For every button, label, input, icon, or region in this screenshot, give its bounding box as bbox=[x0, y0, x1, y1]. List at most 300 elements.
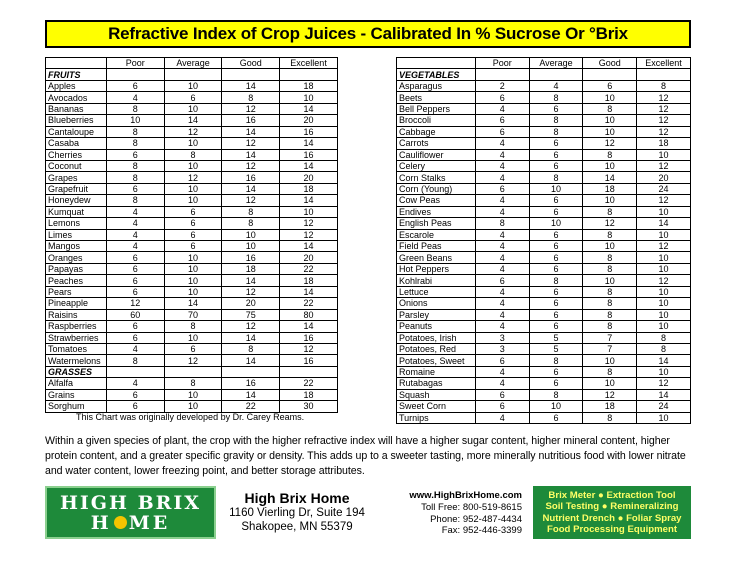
crop-name: Carrots bbox=[397, 138, 476, 149]
brix-value: 16 bbox=[280, 355, 338, 366]
crop-name: Cow Peas bbox=[397, 195, 476, 206]
column-header: Excellent bbox=[280, 58, 338, 69]
column-header bbox=[46, 58, 107, 69]
table-row bbox=[397, 103, 691, 114]
brix-value: 4 bbox=[475, 195, 529, 206]
crop-name: Sweet Corn bbox=[397, 401, 476, 412]
column-header: Excellent bbox=[637, 58, 691, 69]
brix-value: 6 bbox=[106, 149, 164, 160]
brix-value: 7 bbox=[583, 332, 637, 343]
brix-value: 6 bbox=[164, 92, 222, 103]
brix-value: 8 bbox=[222, 218, 280, 229]
table-row bbox=[397, 389, 691, 400]
brix-value: 22 bbox=[280, 378, 338, 389]
table-row bbox=[397, 298, 691, 309]
crop-name: Romaine bbox=[397, 366, 476, 377]
sun-icon bbox=[114, 516, 127, 529]
brix-value: 6 bbox=[529, 195, 583, 206]
table-row bbox=[46, 103, 338, 114]
brix-value: 16 bbox=[222, 115, 280, 126]
brix-value: 6 bbox=[475, 355, 529, 366]
table-row bbox=[397, 275, 691, 286]
brix-value: 22 bbox=[280, 298, 338, 309]
brix-value: 6 bbox=[106, 401, 164, 412]
brix-value: 6 bbox=[106, 263, 164, 274]
table-row bbox=[46, 355, 338, 366]
crop-name: Avocados bbox=[46, 92, 107, 103]
table-row bbox=[397, 343, 691, 354]
brix-value: 12 bbox=[583, 138, 637, 149]
table-row bbox=[46, 309, 338, 320]
brix-value: 4 bbox=[475, 412, 529, 423]
brix-value: 8 bbox=[529, 275, 583, 286]
brix-value: 10 bbox=[583, 126, 637, 137]
table-row bbox=[397, 183, 691, 194]
crop-name: Mangos bbox=[46, 241, 107, 252]
brix-value: 10 bbox=[164, 195, 222, 206]
brix-value: 6 bbox=[529, 309, 583, 320]
brix-value: 10 bbox=[637, 298, 691, 309]
brix-value: 12 bbox=[222, 321, 280, 332]
brix-value: 60 bbox=[106, 309, 164, 320]
category-row bbox=[397, 69, 691, 80]
brix-value: 8 bbox=[106, 126, 164, 137]
table-row bbox=[397, 92, 691, 103]
table-row bbox=[46, 343, 338, 354]
brix-value: 12 bbox=[280, 343, 338, 354]
crop-name: Tomatoes bbox=[46, 343, 107, 354]
table-row bbox=[46, 149, 338, 160]
brix-value: 6 bbox=[106, 183, 164, 194]
brix-value: 10 bbox=[583, 195, 637, 206]
brix-value: 16 bbox=[280, 332, 338, 343]
crop-name: Field Peas bbox=[397, 241, 476, 252]
table-row bbox=[397, 138, 691, 149]
table-row bbox=[46, 183, 338, 194]
crop-name: Potatoes, Red bbox=[397, 343, 476, 354]
brix-value: 10 bbox=[280, 92, 338, 103]
crop-name: Watermelons bbox=[46, 355, 107, 366]
crop-name: Pineapple bbox=[46, 298, 107, 309]
brix-value: 20 bbox=[280, 252, 338, 263]
brix-value: 4 bbox=[475, 309, 529, 320]
brix-value: 10 bbox=[529, 401, 583, 412]
empty-cell bbox=[280, 69, 338, 80]
brix-value: 6 bbox=[583, 80, 637, 91]
brix-value: 14 bbox=[637, 218, 691, 229]
table-row bbox=[46, 378, 338, 389]
service-line: Nutrient Drench ● Foliar Spray bbox=[542, 512, 682, 524]
table-row bbox=[46, 389, 338, 400]
brix-value: 4 bbox=[106, 241, 164, 252]
brix-value: 4 bbox=[475, 172, 529, 183]
brix-value: 18 bbox=[222, 263, 280, 274]
empty-cell bbox=[637, 69, 691, 80]
brix-value: 8 bbox=[164, 321, 222, 332]
brix-value: 8 bbox=[583, 366, 637, 377]
contact-block bbox=[222, 490, 372, 534]
brix-value: 8 bbox=[529, 172, 583, 183]
brix-value: 8 bbox=[583, 309, 637, 320]
brix-value: 10 bbox=[637, 206, 691, 217]
table-row bbox=[397, 321, 691, 332]
credit-note: This Chart was originally developed by Dr. Carey Reams. bbox=[76, 412, 305, 422]
brix-value: 16 bbox=[222, 172, 280, 183]
crop-name: Apples bbox=[46, 80, 107, 91]
vegetables-table bbox=[396, 57, 691, 424]
crop-name: Potatoes, Irish bbox=[397, 332, 476, 343]
brix-value: 4 bbox=[475, 229, 529, 240]
empty-cell bbox=[529, 69, 583, 80]
brix-value: 10 bbox=[583, 241, 637, 252]
brix-value: 12 bbox=[280, 229, 338, 240]
brix-value: 12 bbox=[637, 195, 691, 206]
brix-value: 6 bbox=[529, 412, 583, 423]
brix-value: 10 bbox=[637, 412, 691, 423]
crop-name: Lemons bbox=[46, 218, 107, 229]
table-row bbox=[46, 275, 338, 286]
brix-value: 6 bbox=[529, 160, 583, 171]
brix-value: 12 bbox=[222, 160, 280, 171]
description-paragraph: Within a given species of plant, the crop with the higher refractive index will have a higher sugar content, higher mineral content, higher protein content, and a greater specific gravity or density. This adds up to a sweeter tasting, more minerally nutritious food with lower nitrate and water content, lower freezing point, and better storage attributes. bbox=[45, 435, 686, 477]
brix-value: 3 bbox=[475, 332, 529, 343]
crop-name: Kumquat bbox=[46, 206, 107, 217]
empty-cell bbox=[106, 69, 164, 80]
brix-value: 16 bbox=[280, 149, 338, 160]
brix-value: 16 bbox=[222, 378, 280, 389]
crop-name: Alfalfa bbox=[46, 378, 107, 389]
brix-value: 10 bbox=[637, 149, 691, 160]
brix-value: 12 bbox=[637, 241, 691, 252]
empty-cell bbox=[222, 69, 280, 80]
brix-value: 6 bbox=[106, 286, 164, 297]
page-title: Refractive Index of Crop Juices - Calibrated In % Sucrose Or °Brix bbox=[108, 24, 628, 43]
brix-value: 10 bbox=[164, 80, 222, 91]
brix-value: 4 bbox=[475, 366, 529, 377]
column-header: Good bbox=[222, 58, 280, 69]
empty-cell bbox=[106, 366, 164, 377]
brix-value: 12 bbox=[106, 298, 164, 309]
brix-value: 6 bbox=[529, 138, 583, 149]
brix-value: 8 bbox=[106, 103, 164, 114]
brix-value: 4 bbox=[475, 138, 529, 149]
column-header: Average bbox=[529, 58, 583, 69]
brix-value: 14 bbox=[280, 195, 338, 206]
brix-value: 12 bbox=[164, 172, 222, 183]
brix-value: 8 bbox=[222, 206, 280, 217]
crop-name: Grains bbox=[46, 389, 107, 400]
crop-name: Papayas bbox=[46, 263, 107, 274]
brix-value: 10 bbox=[164, 252, 222, 263]
brix-value: 12 bbox=[637, 103, 691, 114]
category-label: FRUITS bbox=[46, 69, 107, 80]
brix-value: 10 bbox=[222, 241, 280, 252]
brix-value: 18 bbox=[280, 389, 338, 400]
brix-value: 8 bbox=[106, 355, 164, 366]
crop-name: Green Beans bbox=[397, 252, 476, 263]
brix-value: 16 bbox=[280, 126, 338, 137]
crop-name: Onions bbox=[397, 298, 476, 309]
brix-value: 8 bbox=[106, 138, 164, 149]
crop-name: Bananas bbox=[46, 103, 107, 114]
table-row bbox=[46, 92, 338, 103]
brix-value: 6 bbox=[164, 241, 222, 252]
brix-value: 12 bbox=[637, 378, 691, 389]
brix-value: 8 bbox=[222, 92, 280, 103]
brix-value: 70 bbox=[164, 309, 222, 320]
crop-name: Corn (Young) bbox=[397, 183, 476, 194]
brix-value: 4 bbox=[106, 378, 164, 389]
brix-value: 10 bbox=[164, 183, 222, 194]
brix-value: 18 bbox=[280, 80, 338, 91]
brix-value: 6 bbox=[475, 389, 529, 400]
table-row bbox=[397, 160, 691, 171]
brix-value: 6 bbox=[475, 401, 529, 412]
column-header bbox=[397, 58, 476, 69]
table-row bbox=[397, 149, 691, 160]
brix-value: 10 bbox=[164, 389, 222, 400]
brix-value: 10 bbox=[164, 332, 222, 343]
brix-value: 8 bbox=[164, 378, 222, 389]
brix-value: 14 bbox=[222, 332, 280, 343]
brix-value: 12 bbox=[280, 218, 338, 229]
brix-value: 6 bbox=[529, 149, 583, 160]
category-label: VEGETABLES bbox=[397, 69, 476, 80]
table-row bbox=[397, 378, 691, 389]
brix-value: 12 bbox=[637, 115, 691, 126]
table-row bbox=[46, 401, 338, 412]
logo-line-2-left: H bbox=[90, 511, 112, 534]
table-row bbox=[46, 195, 338, 206]
brix-value: 22 bbox=[280, 263, 338, 274]
logo-line-2-right: ME bbox=[128, 511, 171, 534]
crop-name: Raisins bbox=[46, 309, 107, 320]
table-row bbox=[397, 206, 691, 217]
brix-value: 12 bbox=[637, 126, 691, 137]
table-row bbox=[46, 298, 338, 309]
table-row bbox=[397, 195, 691, 206]
crop-name: Coconut bbox=[46, 160, 107, 171]
brix-value: 20 bbox=[280, 115, 338, 126]
crop-name: Kohlrabi bbox=[397, 275, 476, 286]
brix-value: 10 bbox=[529, 183, 583, 194]
brix-value: 4 bbox=[475, 252, 529, 263]
fax-number: Fax: 952-446-3399 bbox=[441, 525, 522, 537]
brix-value: 5 bbox=[529, 332, 583, 343]
empty-cell bbox=[164, 69, 222, 80]
brix-value: 10 bbox=[164, 263, 222, 274]
brix-value: 6 bbox=[106, 321, 164, 332]
brix-value: 12 bbox=[583, 218, 637, 229]
brix-value: 6 bbox=[529, 241, 583, 252]
table-row bbox=[397, 332, 691, 343]
brix-value: 6 bbox=[164, 343, 222, 354]
brix-value: 10 bbox=[637, 263, 691, 274]
brix-value: 14 bbox=[637, 389, 691, 400]
title-bar bbox=[45, 20, 691, 48]
brix-value: 8 bbox=[583, 321, 637, 332]
brix-value: 10 bbox=[164, 401, 222, 412]
brix-value: 4 bbox=[475, 286, 529, 297]
brix-value: 4 bbox=[475, 298, 529, 309]
brix-value: 14 bbox=[164, 298, 222, 309]
crop-name: Celery bbox=[397, 160, 476, 171]
empty-cell bbox=[583, 69, 637, 80]
empty-cell bbox=[222, 366, 280, 377]
address-line-1: 1160 Vierling Dr, Suite 194 bbox=[229, 507, 365, 519]
table-row bbox=[46, 172, 338, 183]
brix-value: 10 bbox=[583, 355, 637, 366]
brix-value: 10 bbox=[164, 286, 222, 297]
brix-value: 10 bbox=[106, 115, 164, 126]
logo-line-1: HIGH BRIX bbox=[59, 491, 202, 514]
brix-value: 8 bbox=[583, 263, 637, 274]
brix-value: 8 bbox=[529, 126, 583, 137]
table-row bbox=[397, 412, 691, 423]
brix-value: 10 bbox=[637, 229, 691, 240]
table-row bbox=[397, 241, 691, 252]
brix-value: 4 bbox=[475, 160, 529, 171]
crop-name: Hot Peppers bbox=[397, 263, 476, 274]
brix-value: 10 bbox=[164, 160, 222, 171]
brix-value: 10 bbox=[637, 321, 691, 332]
crop-name: Honeydew bbox=[46, 195, 107, 206]
crop-name: Grapes bbox=[46, 172, 107, 183]
brix-value: 20 bbox=[280, 172, 338, 183]
brix-value: 12 bbox=[222, 286, 280, 297]
address-line-2: Shakopee, MN 55379 bbox=[241, 521, 353, 533]
brix-value: 8 bbox=[583, 412, 637, 423]
brix-value: 14 bbox=[164, 115, 222, 126]
brix-value: 8 bbox=[583, 229, 637, 240]
service-line: Brix Meter ● Extraction Tool bbox=[548, 489, 676, 501]
crop-name: Lettuce bbox=[397, 286, 476, 297]
brix-value: 12 bbox=[164, 355, 222, 366]
crop-name: Limes bbox=[46, 229, 107, 240]
brix-value: 10 bbox=[583, 378, 637, 389]
brix-value: 3 bbox=[475, 343, 529, 354]
brix-value: 4 bbox=[475, 241, 529, 252]
brix-value: 8 bbox=[529, 389, 583, 400]
crop-name: Beets bbox=[397, 92, 476, 103]
brix-value: 10 bbox=[222, 229, 280, 240]
brix-value: 6 bbox=[529, 263, 583, 274]
brix-value: 12 bbox=[637, 160, 691, 171]
table-row bbox=[46, 206, 338, 217]
brix-value: 14 bbox=[280, 321, 338, 332]
brix-value: 4 bbox=[106, 343, 164, 354]
brix-value: 14 bbox=[222, 126, 280, 137]
crop-name: Parsley bbox=[397, 309, 476, 320]
brix-value: 6 bbox=[106, 252, 164, 263]
brix-value: 8 bbox=[164, 149, 222, 160]
crop-name: Cantaloupe bbox=[46, 126, 107, 137]
table-row bbox=[46, 160, 338, 171]
brix-value: 10 bbox=[529, 218, 583, 229]
table-row bbox=[397, 126, 691, 137]
table-row bbox=[397, 309, 691, 320]
brix-value: 4 bbox=[106, 218, 164, 229]
crop-name: Rutabagas bbox=[397, 378, 476, 389]
brix-value: 6 bbox=[475, 115, 529, 126]
brix-value: 6 bbox=[529, 229, 583, 240]
column-header: Good bbox=[583, 58, 637, 69]
brix-value: 14 bbox=[280, 286, 338, 297]
company-name: High Brix Home bbox=[244, 490, 350, 506]
brix-value: 4 bbox=[529, 80, 583, 91]
brix-value: 6 bbox=[475, 183, 529, 194]
brix-value: 12 bbox=[637, 92, 691, 103]
brix-value: 14 bbox=[222, 80, 280, 91]
crop-name: Pears bbox=[46, 286, 107, 297]
brix-value: 4 bbox=[475, 206, 529, 217]
brix-value: 18 bbox=[583, 401, 637, 412]
brix-value: 4 bbox=[475, 263, 529, 274]
crop-name: Corn Stalks bbox=[397, 172, 476, 183]
crop-name: Cherries bbox=[46, 149, 107, 160]
brix-value: 4 bbox=[106, 206, 164, 217]
brix-value: 8 bbox=[529, 92, 583, 103]
brix-value: 10 bbox=[637, 252, 691, 263]
brix-value: 12 bbox=[583, 389, 637, 400]
table-row bbox=[397, 172, 691, 183]
brix-value: 14 bbox=[280, 138, 338, 149]
brix-value: 8 bbox=[637, 343, 691, 354]
brix-value: 14 bbox=[280, 160, 338, 171]
crop-name: Turnips bbox=[397, 412, 476, 423]
brix-value: 8 bbox=[637, 80, 691, 91]
brix-value: 6 bbox=[529, 378, 583, 389]
header-row bbox=[397, 58, 691, 69]
brix-value: 14 bbox=[280, 103, 338, 114]
brix-value: 20 bbox=[637, 172, 691, 183]
category-row bbox=[46, 366, 338, 377]
table-row bbox=[46, 218, 338, 229]
brix-value: 18 bbox=[583, 183, 637, 194]
website-link[interactable]: www.HighBrixHome.com bbox=[409, 490, 522, 501]
brix-value: 12 bbox=[164, 126, 222, 137]
brix-value: 8 bbox=[106, 160, 164, 171]
phone-block bbox=[394, 490, 522, 537]
crop-name: Cauliflower bbox=[397, 149, 476, 160]
table-row bbox=[397, 115, 691, 126]
table-row bbox=[397, 218, 691, 229]
table-row bbox=[397, 252, 691, 263]
brix-value: 10 bbox=[583, 92, 637, 103]
brix-value: 12 bbox=[222, 138, 280, 149]
brix-value: 8 bbox=[106, 195, 164, 206]
brix-value: 7 bbox=[583, 343, 637, 354]
brix-value: 10 bbox=[164, 103, 222, 114]
brix-value: 18 bbox=[280, 275, 338, 286]
crop-name: Raspberries bbox=[46, 321, 107, 332]
brix-value: 12 bbox=[222, 195, 280, 206]
brix-value: 4 bbox=[475, 103, 529, 114]
brix-value: 8 bbox=[583, 298, 637, 309]
crop-name: Grapefruit bbox=[46, 183, 107, 194]
empty-cell bbox=[280, 366, 338, 377]
brix-value: 14 bbox=[280, 241, 338, 252]
brix-value: 8 bbox=[529, 115, 583, 126]
table-row bbox=[46, 115, 338, 126]
crop-name: Cabbage bbox=[397, 126, 476, 137]
brix-value: 8 bbox=[583, 149, 637, 160]
brix-value: 14 bbox=[583, 172, 637, 183]
services-box bbox=[533, 486, 691, 539]
empty-cell bbox=[164, 366, 222, 377]
brix-value: 18 bbox=[637, 138, 691, 149]
brix-value: 24 bbox=[637, 183, 691, 194]
